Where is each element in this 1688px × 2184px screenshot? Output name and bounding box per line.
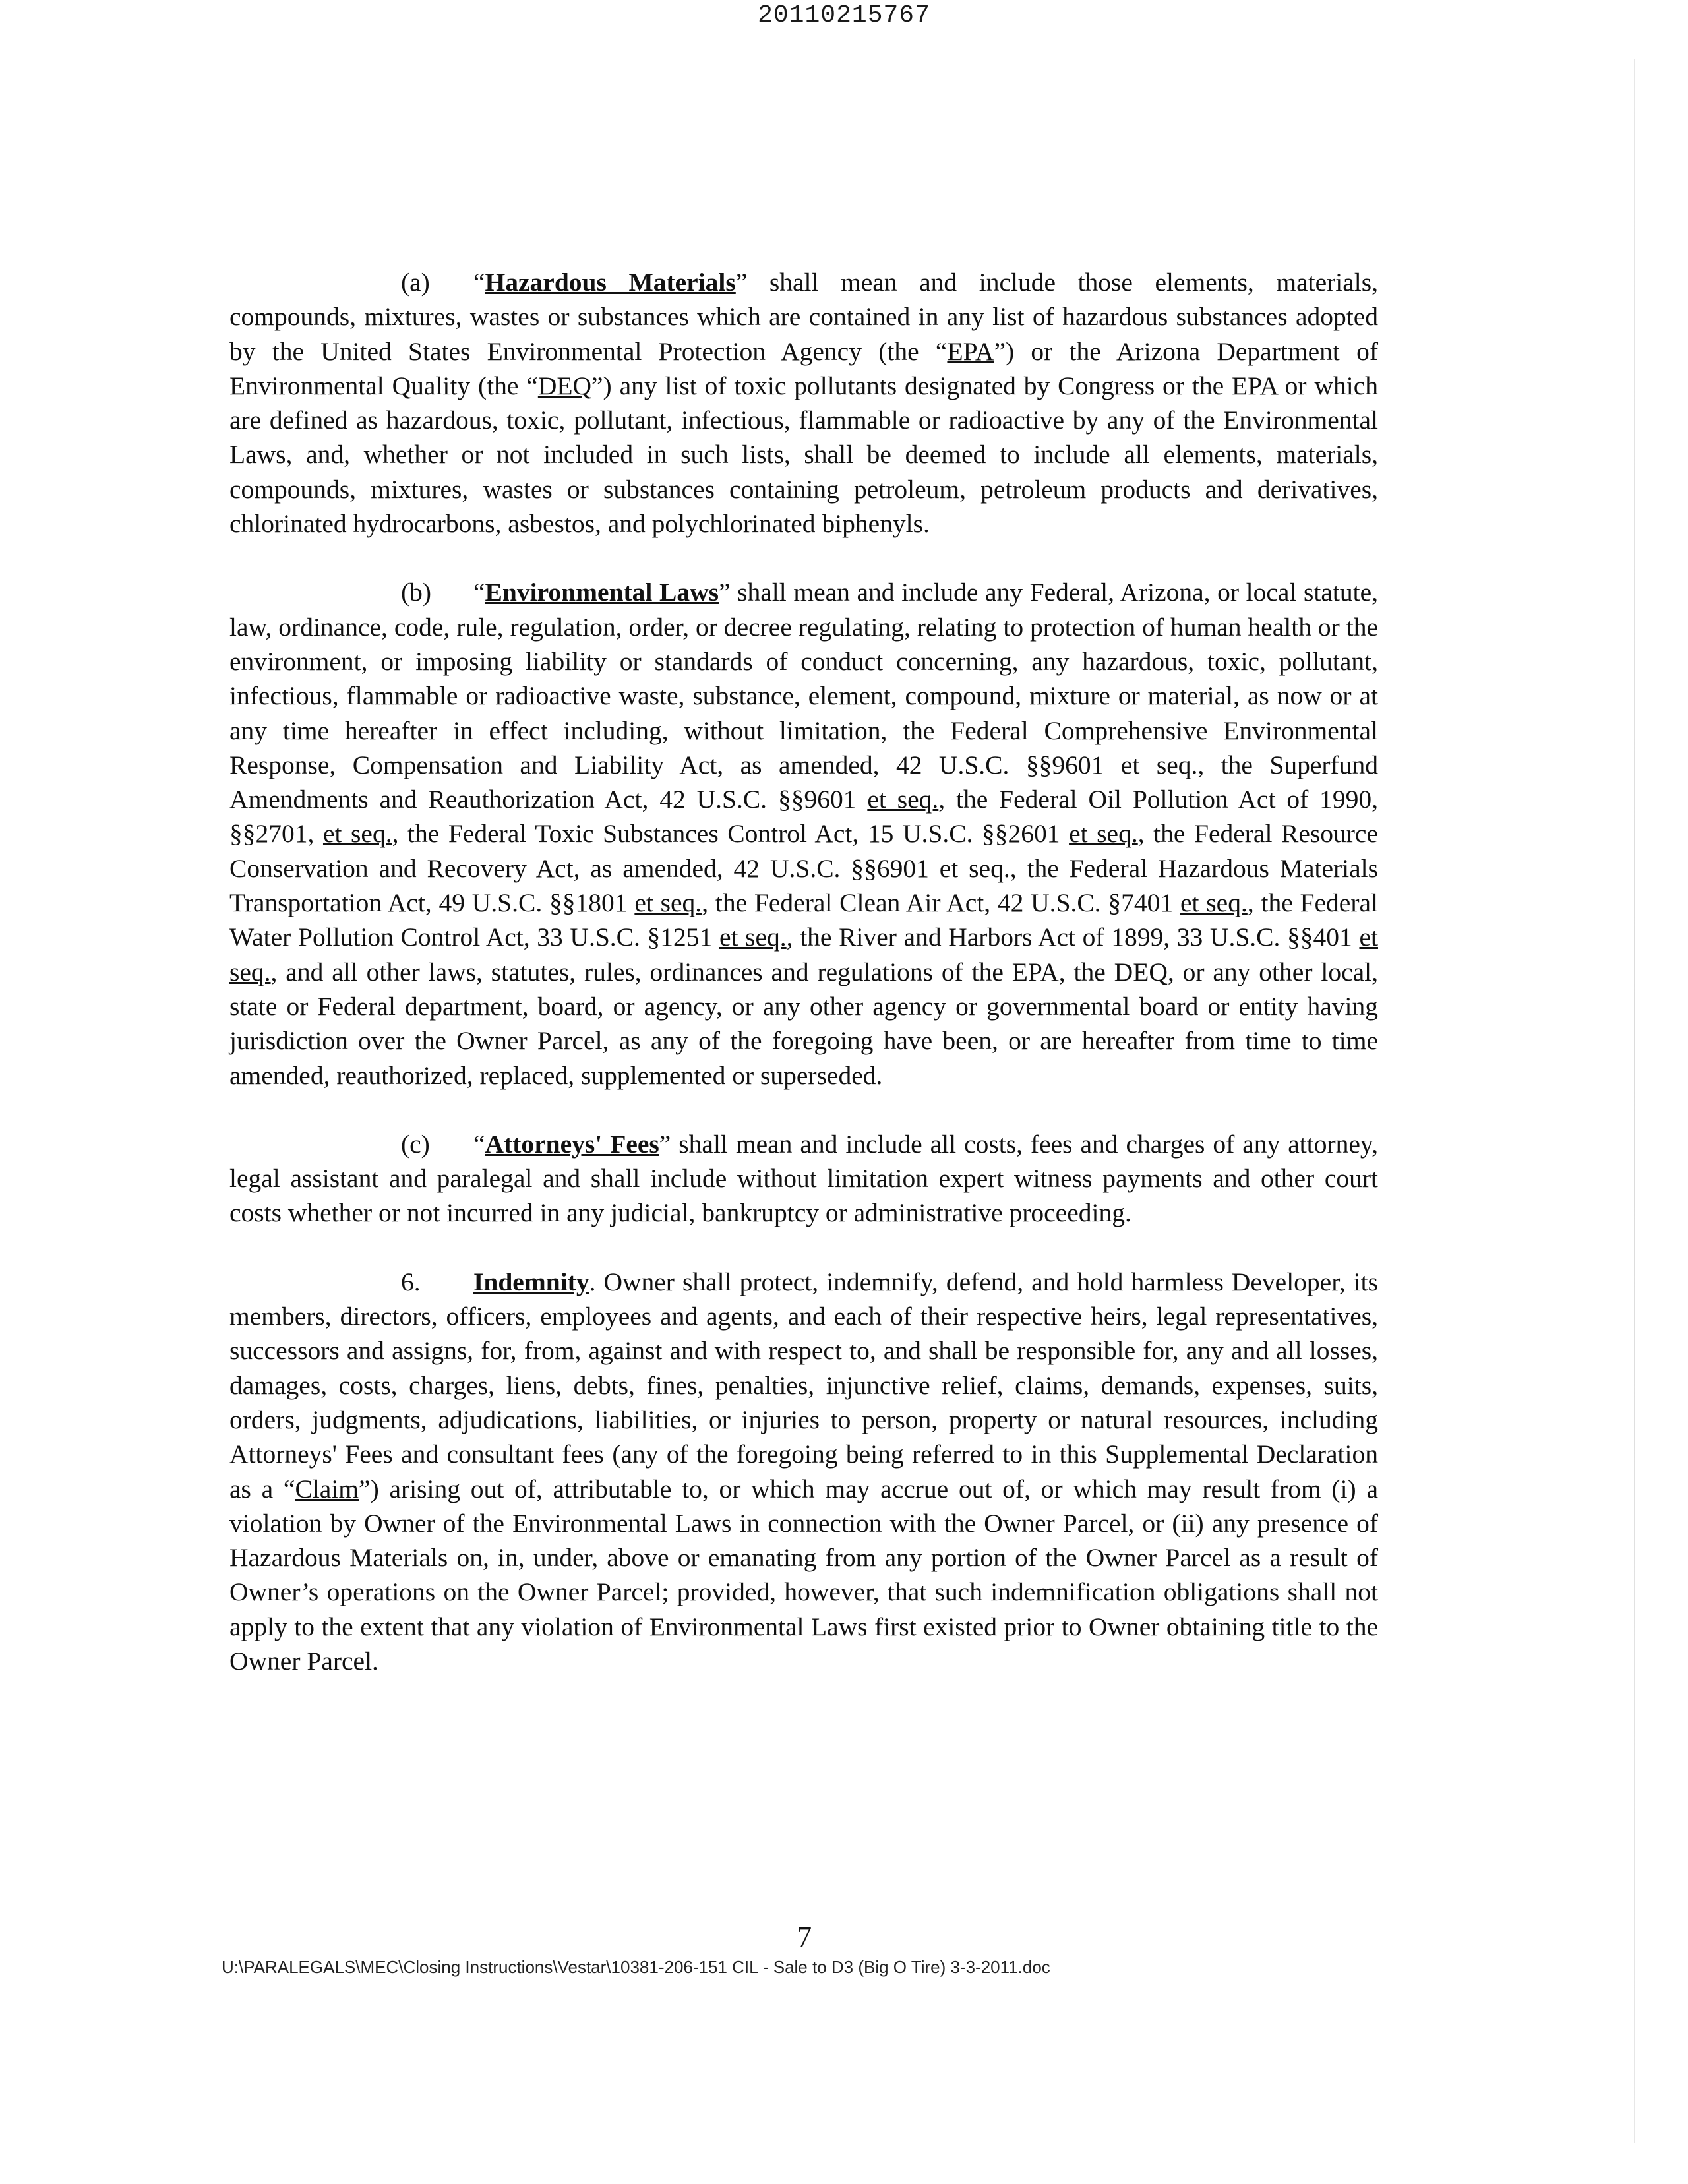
section-6-indemnity: 6. Indemnity. Owner shall protect, indemnify, defend, and hold harmless Developer, its members, directors, officers, employees and agents, and each of their respective heirs, legal representatives, successors and assigns, for, from, against and with respect to, and shall be responsible for, any and all losses, damages, costs, charges, liens, debts, fines, penalties, injunctive relief, claims, demands, expenses, suits, orders, judgments, adjudications, liabilities, or injuries to person, property or natural resources, including Attorneys' Fees and consultant fees (any of the foregoing being referred to in this Supplemental Declaration as a “Claim”) arising out of, attributable to, or which may accrue out of, or which may result from (i) a violation by Owner of the Environmental Laws in connection with the Owner Parcel, or (ii) any presence of Hazardous Materials on, in, under, above or emanating from any portion of the Owner Parcel as a result of Owner’s operations on the Owner Parcel; provided, however, that such indemnification obligations shall not apply to the extent that any violation of Environmental Laws first existed prior to Owner obtaining title to the Owner Parcel. [229,1265,1378,1679]
paragraph-environmental-laws: (b) “Environmental Laws” shall mean and include any Federal, Arizona, or local statute, law, ordinance, code, rule, regulation, order, or decree regulating, relating to protection of human health or the environment, or imposing liability or standards of conduct concerning, any hazardous, toxic, pollutant, infectious, flammable or radioactive waste, substance, element, compound, mixture or material, as now or at any time hereafter in effect including, without limitation, the Federal Comprehensive Environmental Response, Compensation and Liability Act, as amended, 42 U.S.C. §§9601 et seq., the Superfund Amendments and Reauthorization Act, 42 U.S.C. §§9601 et seq., the Federal Oil Pollution Act of 1990, §§2701, et seq., the Federal Toxic Substances Control Act, 15 U.S.C. §§2601 et seq., the Federal Resource Conservation and Recovery Act, as amended, 42 U.S.C. §§6901 et seq., the Federal Hazardous Materials Transportation Act, 49 U.S.C. §§1801 et seq., the Federal Clean Air Act, 42 U.S.C. §7401 et seq., the Federal Water Pollution Control Act, 33 U.S.C. §1251 et seq., the River and Harbors Act of 1899, 33 U.S.C. §§401 et seq., and all other laws, statutes, rules, ordinances and regulations of the EPA, the DEQ, or any other local, state or Federal department, board, or agency, or any other agency or governmental board or entity having jurisdiction over the Owner Parcel, as any of the foregoing have been, or are hereafter from time to time amended, reauthorized, replaced, supplemented or superseded. [229,575,1378,1092]
document-number: 20110215767 [758,1,930,30]
paragraph-hazardous-materials: (a) “Hazardous Materials” shall mean and include those elements, materials, compounds, mixtures, wastes or substances which are contained in any list of hazardous substances adopted by the United States Environmental Protection Agency (the “EPA”) or the Arizona Department of Environmental Quality (the “DEQ”) any list of toxic pollutants designated by Congress or the EPA or which are defined as hazardous, toxic, pollutant, infectious, flammable or radioactive by any of the Environmental Laws, and, whether or not included in such lists, shall be deemed to include all elements, materials, compounds, mixtures, wastes or substances containing petroleum, petroleum products and derivatives, chlorinated hydrocarbons, asbestos, and polychlorinated biphenyls. [229,265,1378,541]
section-number: 6. [401,1267,421,1296]
section-heading-indemnity: Indemnity [473,1267,589,1296]
page-number: 7 [797,1921,812,1953]
paragraph-attorneys-fees: (c) “Attorneys' Fees” shall mean and include all costs, fees and charges of any attorney, legal assistant and paralegal and shall include without limitation expert witness payments and other court costs whether or not incurred in any judicial, bankruptcy or administrative proceeding. [229,1127,1378,1230]
abbr-epa: EPA [947,336,994,366]
paragraph-label: (b) [401,578,432,607]
defined-term-environmental-laws: Environmental Laws [485,578,719,607]
paragraph-label: (c) [401,1129,430,1159]
defined-term-attorneys-fees: Attorneys' Fees [485,1129,659,1159]
defined-term-hazardous-materials: Hazardous Materials [485,268,736,297]
abbr-deq: DEQ [537,371,591,400]
document-body [229,265,1378,1713]
paragraph-label: (a) [401,268,430,297]
defined-term-claim: Claim [295,1474,359,1503]
scan-edge-line [1634,59,1635,2143]
footer-file-path: U:\PARALEGALS\MEC\Closing Instructions\Vestar\10381-206-151 CIL - Sale to D3 (Big O Tire) 3-3-2011.doc [222,1957,1050,1977]
